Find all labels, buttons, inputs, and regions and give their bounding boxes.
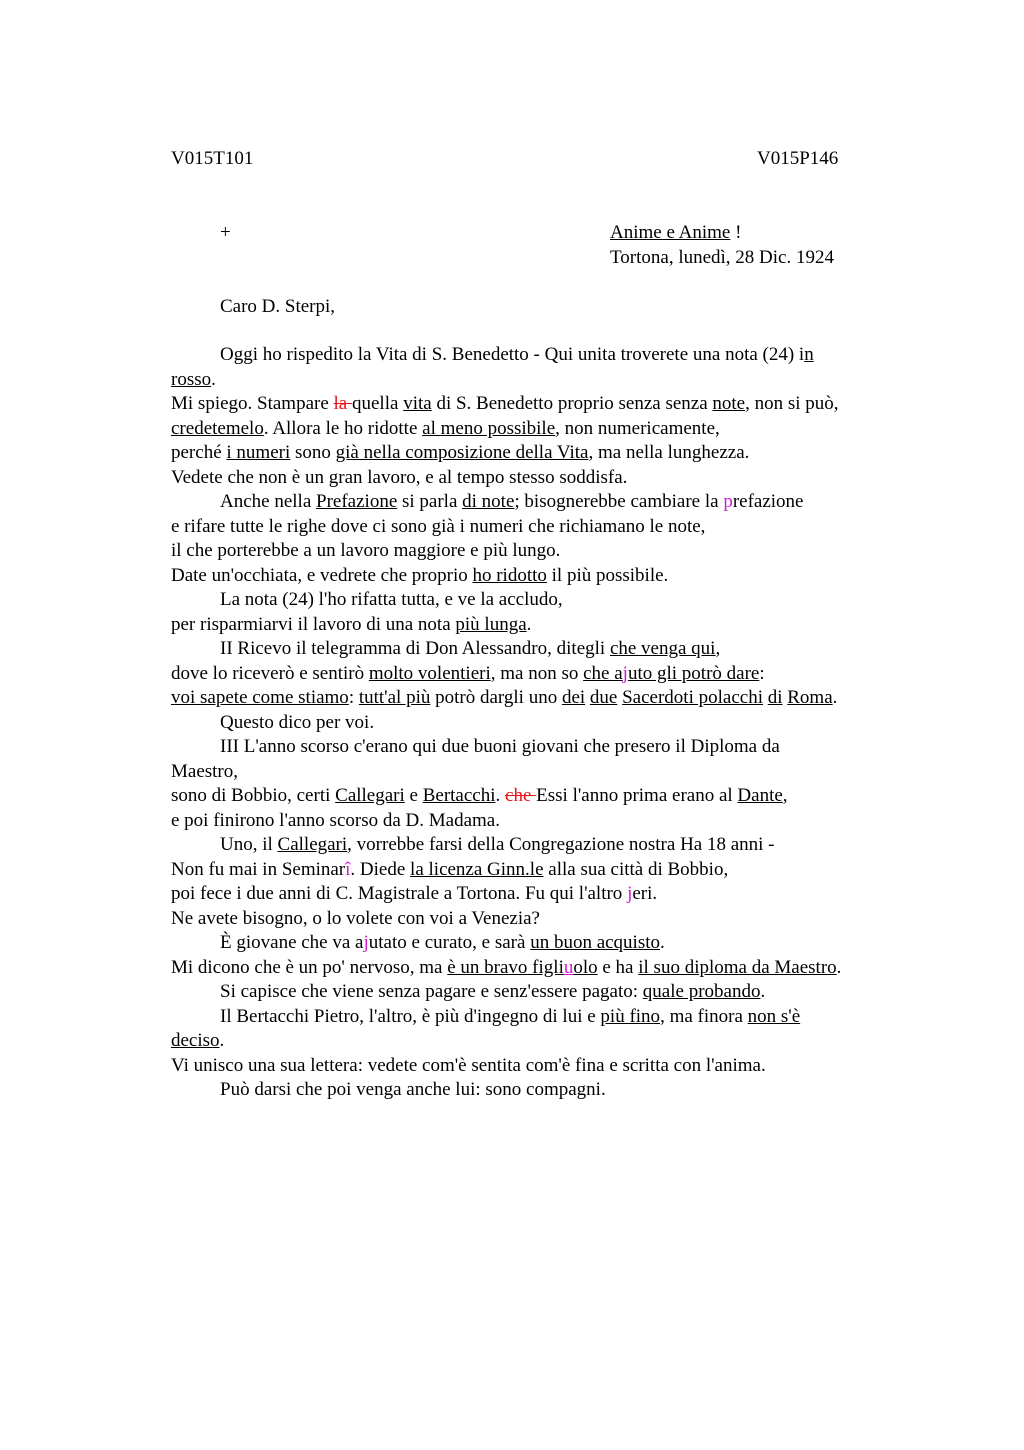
text-run: Anche nella xyxy=(220,491,317,512)
dateline: Tortona, lunedì, 28 Dic. 1924 xyxy=(610,246,834,268)
text-run: Oggi ho rispedito la Vita di S. Benedetto - Qui unita troverete una nota (24) i xyxy=(220,344,805,365)
salutation: Caro D. Sterpi, xyxy=(220,296,336,317)
text-run: alla sua città di Bobbio, xyxy=(543,858,729,880)
text-line xyxy=(171,809,911,834)
text-run: . xyxy=(495,785,506,806)
text-run: e rifare tutte le righe dove ci sono già i numeri che richiamano le note, xyxy=(171,515,706,537)
underlined-text: rosso xyxy=(171,368,212,390)
text-run: dove lo riceverò e sentirò xyxy=(171,662,369,684)
text-run: . xyxy=(219,1030,225,1051)
underlined-text: che venga qui xyxy=(609,638,716,659)
text-run: , xyxy=(715,638,721,659)
underlined-text: due xyxy=(589,687,618,708)
letter-heading xyxy=(610,221,834,270)
text-run: Si capisce che viene senza pagare e senz'essere pagato: xyxy=(220,981,643,1002)
text-run: , non numericamente, xyxy=(555,417,720,439)
motto-line xyxy=(610,221,834,246)
text-run: . xyxy=(836,956,842,978)
underlined-text: non s'è xyxy=(747,1005,801,1027)
underlined-text: voi sapete come stiamo xyxy=(171,687,349,708)
text-run: Ne avete bisogno, o lo volete con voi a Venezia? xyxy=(171,907,540,929)
text-line xyxy=(171,588,911,613)
text-run: sono di Bobbio, certi xyxy=(171,785,336,806)
letter-body xyxy=(171,343,911,1103)
text-line xyxy=(171,564,911,589)
text-run: Mi dicono che è un po' nervoso, ma xyxy=(171,956,448,978)
underlined-text: vita xyxy=(403,393,432,414)
text-run: , ma nella lunghezza. xyxy=(588,442,750,463)
text-run: il più possibile. xyxy=(546,564,669,586)
underlined-text: i numeri xyxy=(226,442,291,463)
text-line xyxy=(171,392,911,417)
underlined-text: un buon acquisto xyxy=(530,932,661,953)
text-line xyxy=(171,490,911,515)
text-run: e ha xyxy=(597,956,639,978)
text-line xyxy=(171,343,911,368)
underlined-text: Callegari xyxy=(335,785,405,806)
text-line xyxy=(171,735,911,760)
text-line xyxy=(171,1029,911,1054)
text-run: , ma finora xyxy=(660,1005,748,1027)
underlined-text: Roma xyxy=(787,687,833,708)
underlined-text: olo xyxy=(573,956,598,978)
text-run: Date un'occhiata, e vedrete che proprio xyxy=(171,564,473,586)
underlined-text: la licenza Ginn.le xyxy=(410,858,544,880)
text-line xyxy=(171,613,911,638)
deleted-text: che xyxy=(505,785,537,806)
text-run: il che porterebbe a un lavoro maggiore e più lungo. xyxy=(171,540,561,561)
corrected-letter: j xyxy=(363,932,369,953)
text-line xyxy=(171,711,911,736)
text-run: Maestro, xyxy=(171,760,239,782)
underlined-text: al meno possibile xyxy=(422,417,556,439)
text-run: Vi unisco una sua lettera: vedete com'è sentita com'è fina e scritta con l'anima. xyxy=(171,1054,766,1076)
underlined-text: più lunga xyxy=(455,613,527,635)
text-run: , xyxy=(782,785,788,806)
document-code-left: V015T101 xyxy=(171,148,254,169)
underlined-text: n xyxy=(804,344,814,365)
text-line xyxy=(171,417,911,442)
underlined-text: Callegari xyxy=(277,834,348,855)
text-line xyxy=(171,662,911,687)
underlined-text: che a xyxy=(583,662,623,684)
underlined-text: più fino xyxy=(600,1005,661,1027)
underlined-text: credetemelo xyxy=(171,417,264,439)
underlined-text: già nella composizione della Vita xyxy=(335,442,589,463)
text-line xyxy=(171,686,911,711)
text-run: II Ricevo il telegramma di Don Alessandro, ditegli xyxy=(220,638,610,659)
underlined-text: Sacerdoti polacchi xyxy=(622,687,763,708)
text-run: Il Bertacchi Pietro, l'altro, è più d'ingegno di lui e xyxy=(220,1005,601,1027)
text-line xyxy=(171,1054,911,1079)
text-line xyxy=(171,441,911,466)
underlined-text: quale probando xyxy=(642,981,761,1002)
text-run: quella xyxy=(352,393,404,414)
cross-mark: + xyxy=(220,222,231,243)
text-run: sono xyxy=(290,442,336,463)
text-run: È giovane che va a xyxy=(220,932,364,953)
corrected-letter: p xyxy=(723,491,733,512)
text-run: . xyxy=(832,687,838,708)
text-run: : xyxy=(759,662,765,684)
text-run: Vedete che non è un gran lavoro, e al tempo stesso soddisfa. xyxy=(171,466,628,488)
underlined-text: note xyxy=(712,393,746,414)
text-run: utato e curato, e sarà xyxy=(368,932,531,953)
text-run: poi fece i due anni di C. Magistrale a Tortona. Fu qui l'altro xyxy=(171,883,628,904)
text-run: Può darsi che poi venga anche lui: sono compagni. xyxy=(220,1079,606,1100)
text-run: Mi spiego. Stampare xyxy=(171,393,334,414)
text-run: eri. xyxy=(632,883,658,904)
text-run: ; bisognerebbe cambiare la xyxy=(514,491,724,512)
text-run: potrò dargli uno xyxy=(430,687,562,708)
text-line xyxy=(171,956,911,981)
text-line xyxy=(171,637,911,662)
text-run: , ma non so xyxy=(490,662,584,684)
text-run: . xyxy=(660,932,665,953)
text-line xyxy=(171,931,911,956)
underlined-text: Dante xyxy=(737,785,783,806)
text-run: . Diede xyxy=(350,858,411,880)
underlined-text: dei xyxy=(561,687,586,708)
text-line xyxy=(171,833,911,858)
text-line xyxy=(171,760,911,785)
corrected-letter: î xyxy=(345,858,351,880)
text-line xyxy=(171,539,911,564)
text-run: refazione xyxy=(732,491,804,512)
document-code-right: V015P146 xyxy=(757,148,839,169)
text-run: III L'anno scorso c'erano qui due buoni giovani che presero il Diploma da xyxy=(220,736,780,757)
text-run: e xyxy=(404,785,423,806)
motto: Anime e Anime xyxy=(610,222,731,243)
text-run: , non si può, xyxy=(745,393,839,414)
text-run: per risparmiarvi il lavoro di una nota xyxy=(171,613,456,635)
text-run: si parla xyxy=(397,491,463,512)
underlined-text: tutt'al più xyxy=(358,687,431,708)
text-run: La nota (24) l'ho rifatta tutta, e ve la accludo, xyxy=(220,589,563,610)
corrected-letter: j xyxy=(627,883,633,904)
underlined-text: Bertacchi xyxy=(422,785,496,806)
text-line xyxy=(171,1078,911,1103)
underlined-text: deciso xyxy=(171,1030,220,1051)
underlined-text: il suo diploma da Maestro xyxy=(638,956,837,978)
underlined-text: ho ridotto xyxy=(472,564,547,586)
corrected-letter: j xyxy=(622,662,628,684)
underlined-text: Prefazione xyxy=(316,491,398,512)
text-run: Uno, il xyxy=(220,834,278,855)
text-run: e poi finirono l'anno scorso da D. Madama. xyxy=(171,809,500,831)
text-run: , vorrebbe farsi della Congregazione nostra Ha 18 anni - xyxy=(347,834,775,855)
text-line xyxy=(171,980,911,1005)
text-run: Essi l'anno prima erano al xyxy=(536,785,738,806)
text-line xyxy=(171,882,911,907)
text-run: Questo dico per voi. xyxy=(220,711,375,733)
text-run: di S. Benedetto proprio senza senza xyxy=(431,393,713,414)
text-line xyxy=(171,784,911,809)
text-run: Non fu mai in Seminar xyxy=(171,858,346,880)
text-line xyxy=(171,466,911,491)
corrected-letter: u xyxy=(563,956,574,978)
underlined-text: di xyxy=(767,687,783,708)
text-run: . Allora le ho ridotte xyxy=(263,417,423,439)
text-run: perché xyxy=(171,442,227,463)
text-line xyxy=(171,368,911,393)
deleted-text: la xyxy=(333,393,352,414)
text-run: . xyxy=(760,981,766,1002)
underlined-text: di note xyxy=(462,491,515,512)
underlined-text: molto volentieri xyxy=(368,662,491,684)
motto-mark: ! xyxy=(730,222,742,243)
text-run: : xyxy=(348,687,359,708)
text-run: . xyxy=(211,368,216,390)
underlined-text: è un bravo figli xyxy=(447,956,564,978)
text-line xyxy=(171,1005,911,1030)
text-run: . xyxy=(526,613,532,635)
text-line xyxy=(171,858,911,883)
underlined-text: uto gli potrò dare xyxy=(627,662,760,684)
text-line xyxy=(171,907,911,932)
text-line xyxy=(171,515,911,540)
